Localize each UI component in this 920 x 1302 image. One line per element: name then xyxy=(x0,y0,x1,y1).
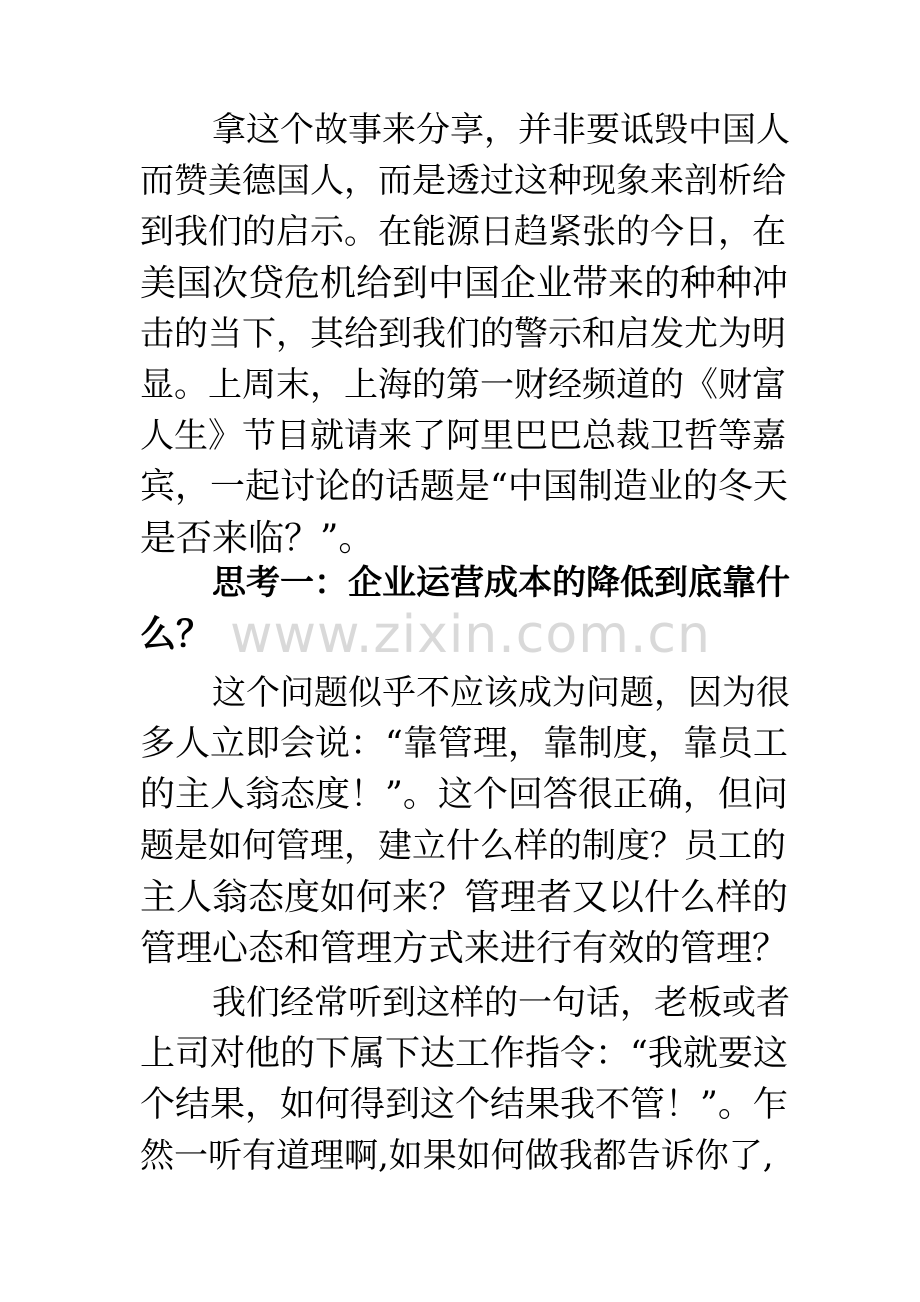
paragraph-3 xyxy=(140,978,790,1182)
paragraph-line: 击的当下，其给到我们的警示和启发尤为明 xyxy=(140,314,786,354)
watermark-text: www.zixin.com.cn xyxy=(230,605,711,665)
paragraph-line: 个结果，如何得到这个结果我不管！”。乍 xyxy=(140,1085,788,1125)
paragraph-line: 拿这个故事来分享，并非要诋毁中国人 xyxy=(212,110,790,150)
paragraph-line: 美国次贷危机给到中国企业带来的种种冲 xyxy=(140,263,789,304)
paragraph-line: 主人翁态度如何来？管理者又以什么样的 xyxy=(140,877,789,918)
paragraph-line: 题是如何管理，建立什么样的制度？员工的 xyxy=(140,826,786,866)
heading-line: 思考一：企业运营成本的降低到底靠什 xyxy=(212,563,790,603)
paragraph-line: 人生》节目就请来了阿里巴巴总裁卫哲等嘉 xyxy=(140,416,786,456)
paragraph-line: 这个问题似乎不应该成为问题，因为很 xyxy=(212,673,790,713)
paragraph-line: 我们经常听到这样的一句话，老板或者 xyxy=(212,983,790,1023)
paragraph-line: 上司对他的下属下达工作指令：“我就要这 xyxy=(140,1034,788,1074)
paragraph-1 xyxy=(140,105,790,564)
paragraph-line: 多人立即会说：“靠管理，靠制度，靠员工 xyxy=(140,724,788,764)
paragraph-line: 管理心态和管理方式来进行有效的管理？ xyxy=(140,928,789,969)
paragraph-line: 而赞美德国人，而是透过这种现象来剖析给 xyxy=(140,161,786,201)
paragraph-line: 到我们的启示。在能源日趋紧张的今日，在 xyxy=(140,212,786,252)
paragraph-line: 显。上周末，上海的第一财经频道的《财富 xyxy=(140,365,786,405)
paragraph-line: 宾，一起讨论的话题是“中国制造业的冬天 xyxy=(140,467,788,507)
paragraph-line: 然一听有道理啊,如果如何做我都告诉你了, xyxy=(140,1136,774,1176)
paragraph-2 xyxy=(140,668,790,974)
paragraph-line: 的主人翁态度！”。这个回答很正确，但问 xyxy=(140,775,788,815)
heading-line: 么？ xyxy=(140,613,213,655)
paragraph-line: 是否来临？”。 xyxy=(140,518,375,559)
